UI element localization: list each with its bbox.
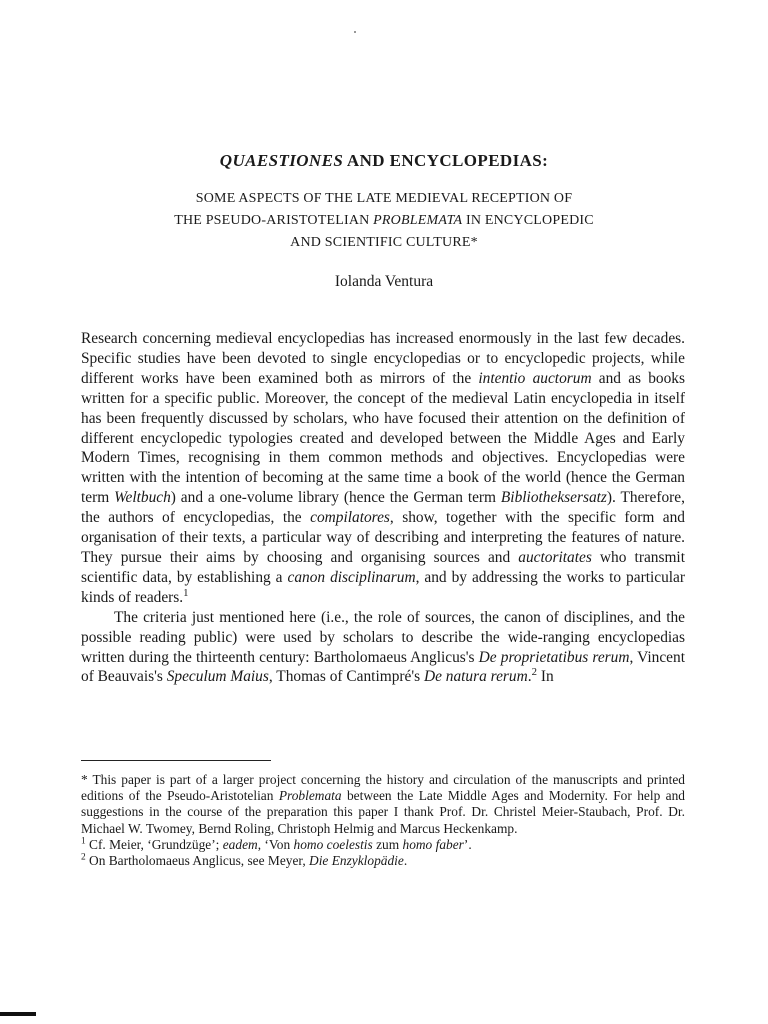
text-run: On Bartholomaeus Anglicus, see Meyer, [85,853,310,869]
italic-text: intentio auctorum [478,369,592,387]
subtitle-line-3-text: AND SCIENTIFIC CULTURE [290,235,471,250]
italic-text: De proprietatibus rerum [478,648,630,666]
italic-text: Speculum Maius [166,668,269,686]
subtitle-line-1: SOME ASPECTS OF THE LATE MEDIEVAL RECEPTION OF [195,191,573,206]
footnote-divider [81,760,271,761]
footnote-star [81,772,685,837]
text-run: who transmit scientific data, by establishing a [81,548,685,586]
italic-text: auctoritates [518,548,592,566]
text-run: , show, together with the specific form and organisation of their texts, a particular way of describing and interpreting the features of nature. They pursue their aims by choosing and organising sources and [81,509,685,566]
article-title [60,150,708,172]
article-header [60,150,708,292]
text-run: and as books written for a specific public. Moreover, the concept of the medieval Latin encyclopedia in itself has been frequently discussed by scholars, who have focused their attention on the definition of different encyclopedic typologies created and developed between the Middle Ages and Early Modern Times, recognising in them common methods and objectives. Encyclopedias were written with the intention of becoming at the same time a book of the world (hence the German term [81,369,685,507]
paragraph-2 [81,608,685,688]
text-run: ). Therefore, the authors of encyclopedias, the [81,489,685,527]
text-run: zum [372,836,403,852]
title-italic: QUAESTIONES [219,151,344,170]
subtitle-line-2-italic: PROBLEMATA [373,213,463,228]
body-text [81,329,685,687]
italic-text: compilatores [310,509,390,527]
footnote-2 [81,853,685,869]
text-run: Research concerning medieval encyclopedias has increased enormously in the last few decades. Specific studies have been devoted to single encyclopedias or to encyclopedic projects, while different works have been examined both as mirrors of the [81,330,685,387]
subtitle-footnote-star: * [470,235,478,250]
italic-text: De natura rerum [423,668,528,686]
paragraph-1 [81,329,685,608]
scan-edge-mark [0,1012,36,1016]
text-run: between the Late Middle Ages and Modernity. For help and suggestions in the course of the preparation this paper I thank Prof. Dr. Christel Meier-Staubach, Prof. Dr. Michael W. Twomey, Bernd Roling, Christoph Helmig and Marcus Heckenkamp. [81,788,685,836]
footnote-marker: 2 [81,852,86,863]
footnote-marker: 2 [531,666,537,679]
scan-speck [354,31,356,33]
italic-text: canon disciplinarum [287,568,416,586]
italic-text: homo coelestis [293,836,373,852]
subtitle-line-3 [60,232,708,254]
text-run: Cf. Meier, ‘Grundzüge’; [85,836,223,852]
italic-text: Die Enzyklopädie [309,853,404,869]
text-run: ) and a one-volume library (hence the German term [170,489,501,507]
text-run: , and by addressing the works to particular kinds of readers. [81,568,686,606]
text-run: , Thomas of Cantimpré's [268,668,424,686]
text-run: . [527,668,532,686]
text-run: The criteria just mentioned here (i.e., the role of sources, the canon of disciplines, and the possible reading public) were used by scholars to describe the wide-ranging encyclopedias written during the thirteenth century: Bartholomaeus Anglicus's [81,608,685,666]
italic-text: Weltbuch [114,489,171,507]
footnotes [81,772,685,869]
subtitle-line-2-start: THE PSEUDO-ARISTOTELIAN [174,213,374,228]
text-run: In [536,668,554,686]
italic-text: Problemata [278,788,342,804]
italic-text: homo faber [402,836,464,852]
subtitle-line-2-end: IN ENCYCLOPEDIC [462,213,594,228]
text-run: * This paper is part of a larger project concerning the history and circulation of the manuscripts and printed editions of the Pseudo-Aristotelian [81,772,685,804]
footnote-marker: 1 [81,836,86,847]
italic-text: Bibliotheksersatz [500,489,607,507]
text-run: ’. [463,836,472,852]
footnote-1 [81,837,685,853]
article-subtitle [60,188,708,254]
subtitle-line-2 [60,210,708,232]
title-rest: AND ENCYCLOPEDIAS: [343,151,549,170]
text-run: , Vincent of Beauvais's [81,648,685,686]
text-run: , ‘Von [257,836,294,852]
italic-text: eadem [222,836,258,852]
author-name: Iolanda Ventura [334,273,434,290]
footnote-marker: 1 [183,586,189,599]
text-run: . [403,853,408,869]
